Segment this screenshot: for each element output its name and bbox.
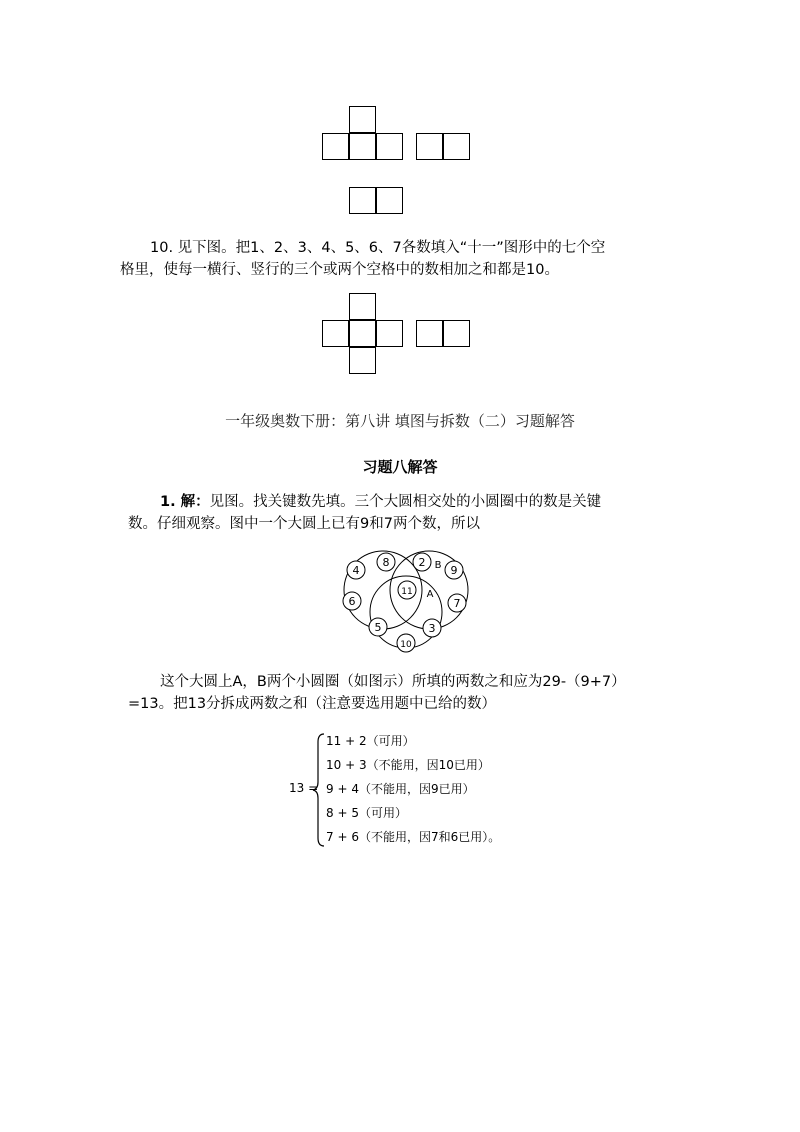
point-label: A: [426, 589, 434, 600]
number-node-label: 10: [400, 640, 412, 650]
number-node-label: 3: [428, 622, 436, 635]
number-node-label: 11: [401, 587, 413, 597]
answer1-label: 1. 解：: [160, 494, 210, 510]
lecture-title: 一年级奥数下册：第八讲 填图与拆数（二）习题解答: [225, 412, 575, 430]
para2-line2: =13。把13分拆成两数之和（注意要选用题中已给的数）: [128, 696, 497, 712]
option-row: 7 + 6（不能用，因7和6已用）。: [326, 830, 501, 844]
problem10-line1: 10. 见下图。把1、2、3、4、5、6、7各数填入“十一”图形中的七个空: [150, 240, 606, 256]
section-title: 习题八解答: [362, 458, 438, 476]
decomposition-lhs: 13 =: [289, 781, 319, 795]
number-node-label: 6: [348, 595, 356, 608]
point-label: B: [434, 560, 442, 571]
option-row: 9 + 4（不能用，因9已用）: [326, 782, 475, 796]
answer1-line2: 数。仔细观察。图中一个大圆上已有9和7两个数，所以: [128, 516, 480, 532]
number-node-label: 2: [418, 556, 426, 569]
left-brace: [312, 732, 326, 848]
para2-line1: 这个大圆上A，B两个小圆圈（如图示）所填的两数之和应为29-（9+7）: [160, 674, 626, 690]
answer1-line1-text: 见图。找关键数先填。三个大圆相交处的小圆圈中的数是关键: [209, 494, 602, 510]
number-node-label: 9: [450, 564, 458, 577]
number-node-label: 7: [453, 597, 461, 610]
number-node-label: 8: [382, 556, 390, 569]
option-row: 8 + 5（可用）: [326, 806, 407, 820]
option-row: 11 + 2（可用）: [326, 734, 415, 748]
number-node-label: 5: [374, 621, 382, 634]
option-row: 10 + 3（不能用，因10已用）: [326, 758, 490, 772]
problem10-line2: 格里，使每一横行、竖行的三个或两个空格中的数相加之和都是10。: [120, 262, 559, 278]
number-node-label: 4: [352, 564, 360, 577]
